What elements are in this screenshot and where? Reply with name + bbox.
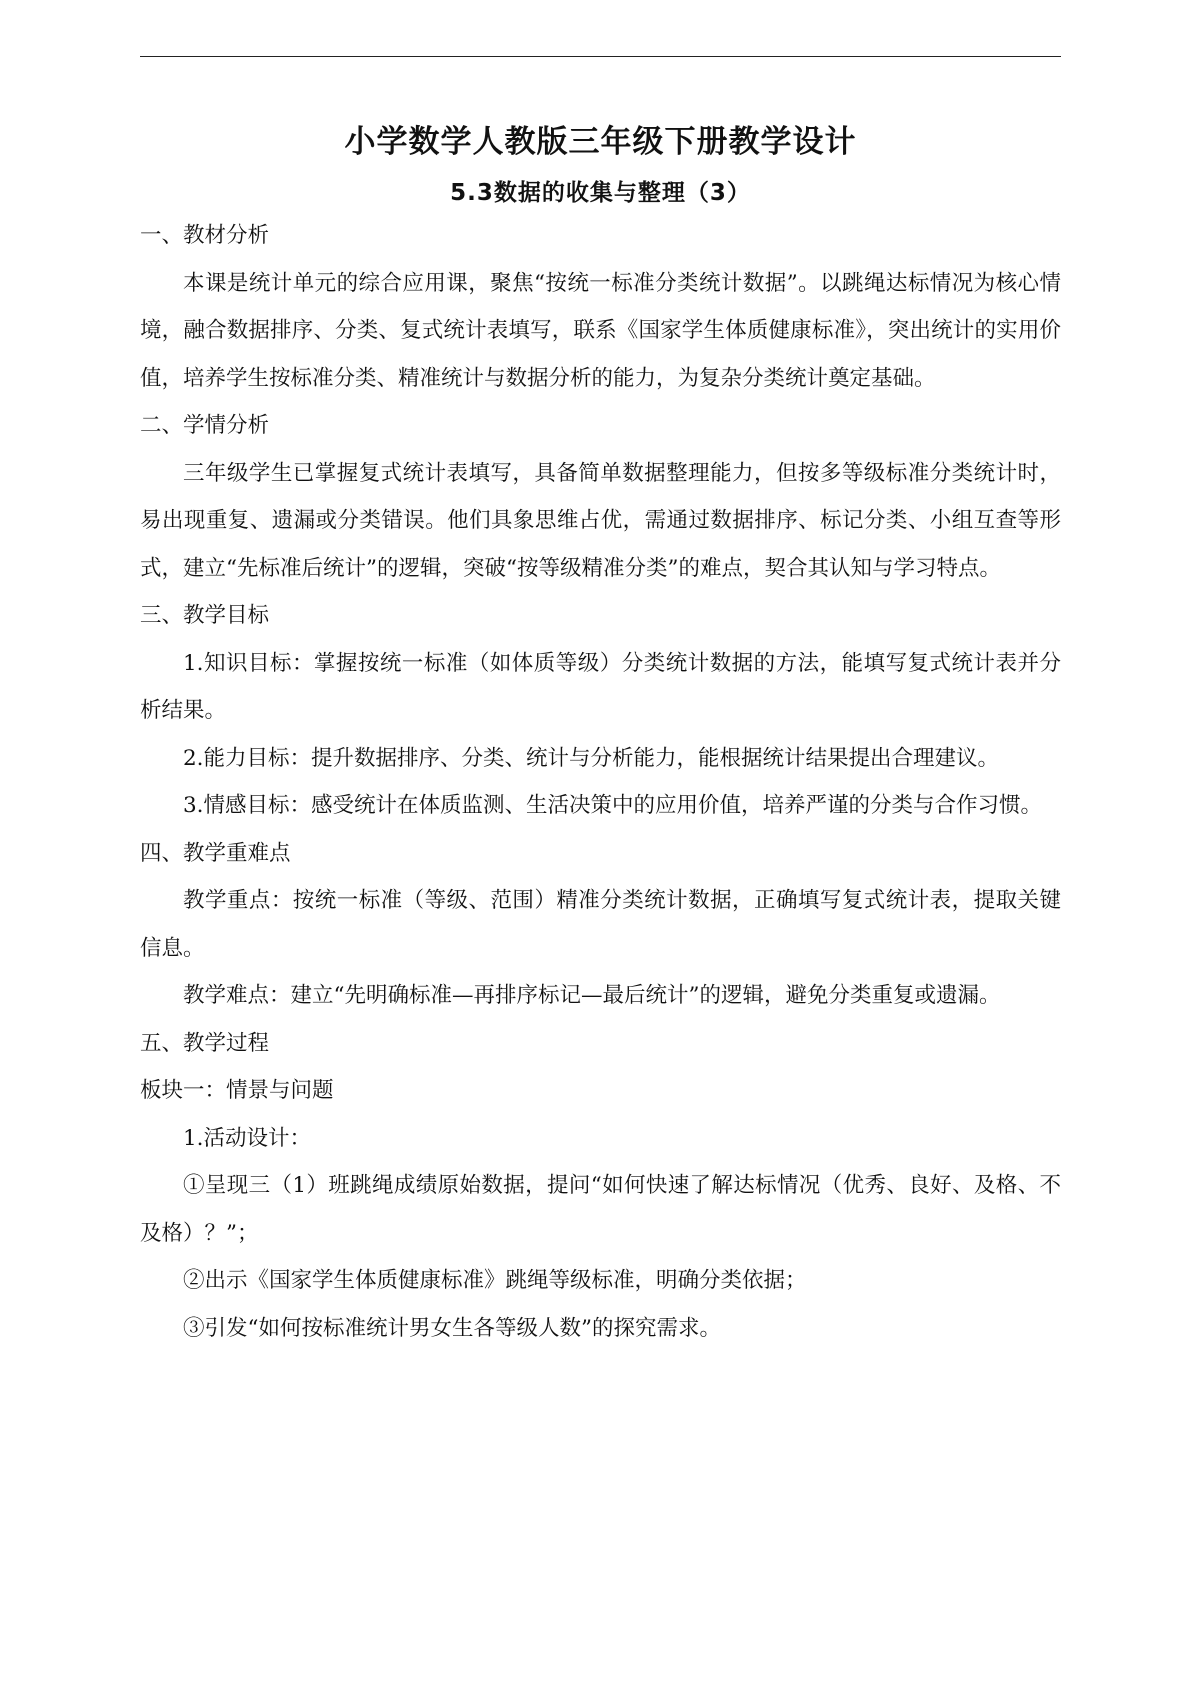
section-heading: 五、教学过程: [140, 1030, 270, 1056]
activity-step-3: ③引发“如何按标准统计男女生各等级人数”的探究需求。: [183, 1315, 721, 1341]
goal-knowledge: 1.知识目标：掌握按统一标准（如体质等级）分类统计数据的方法，能填写复式统计表并分析结果。: [140, 650, 1061, 723]
section-paragraph: 三年级学生已掌握复式统计表填写，具备简单数据整理能力，但按多等级标准分类统计时，易出现重复、遗漏或分类错误。他们具象思维占优，需通过数据排序、标记分类、小组互查等形式，建立“先标准后统计”的逻辑，突破“按等级精准分类”的难点，契合其认知与学习特点。: [140, 460, 1061, 581]
section-student-analysis: [140, 402, 1061, 592]
key-point: 教学重点：按统一标准（等级、范围）精准分类统计数据，正确填写复式统计表，提取关键信息。: [140, 888, 1061, 961]
section-heading: 三、教学目标: [140, 603, 270, 628]
document-title: 小学数学人教版三年级下册教学设计: [344, 124, 857, 160]
section-key-difficult-points: [140, 830, 1061, 1020]
section-paragraph: 本课是统计单元的综合应用课，聚焦“按统一标准分类统计数据”。以跳绳达标情况为核心情境，融合数据排序、分类、复式统计表填写，联系《国家学生体质健康标准》，突出统计的实用价值，培养学生按标准分类、精准统计与数据分析的能力，为复杂分类统计奠定基础。: [140, 270, 1061, 391]
section-textbook-analysis: [140, 212, 1061, 402]
activity-step-1: ①呈现三（1）班跳绳成绩原始数据，提问“如何快速了解达标情况（优秀、良好、及格、不及格）？”；: [140, 1173, 1061, 1246]
goal-ability: 2.能力目标：提升数据排序、分类、统计与分析能力，能根据统计结果提出合理建议。: [183, 745, 1000, 771]
header-rule: [140, 56, 1061, 57]
section-teaching-goals: [140, 592, 1061, 830]
module-heading: 板块一：情景与问题: [140, 1078, 334, 1103]
lesson-subtitle: 5.3数据的收集与整理（3）: [450, 180, 751, 206]
activity-step-2: ②出示《国家学生体质健康标准》跳绳等级标准，明确分类依据；: [183, 1268, 807, 1293]
goal-emotion: 3.情感目标：感受统计在体质监测、生活决策中的应用价值，培养严谨的分类与合作习惯。: [183, 793, 1043, 818]
module-scenario-and-question: [140, 1067, 1061, 1352]
document-page: [140, 118, 1061, 1352]
activity-design-label: 1.活动设计：: [183, 1125, 312, 1151]
section-heading: 四、教学重难点: [140, 840, 291, 866]
document-body: [140, 212, 1061, 1352]
difficult-point: 教学难点：建立“先明确标准—再排序标记—最后统计”的逻辑，避免分类重复或遗漏。: [183, 983, 1001, 1008]
section-heading: 一、教材分析: [140, 223, 270, 248]
section-teaching-process: [140, 1020, 1061, 1068]
section-heading: 二、学情分析: [140, 413, 270, 438]
